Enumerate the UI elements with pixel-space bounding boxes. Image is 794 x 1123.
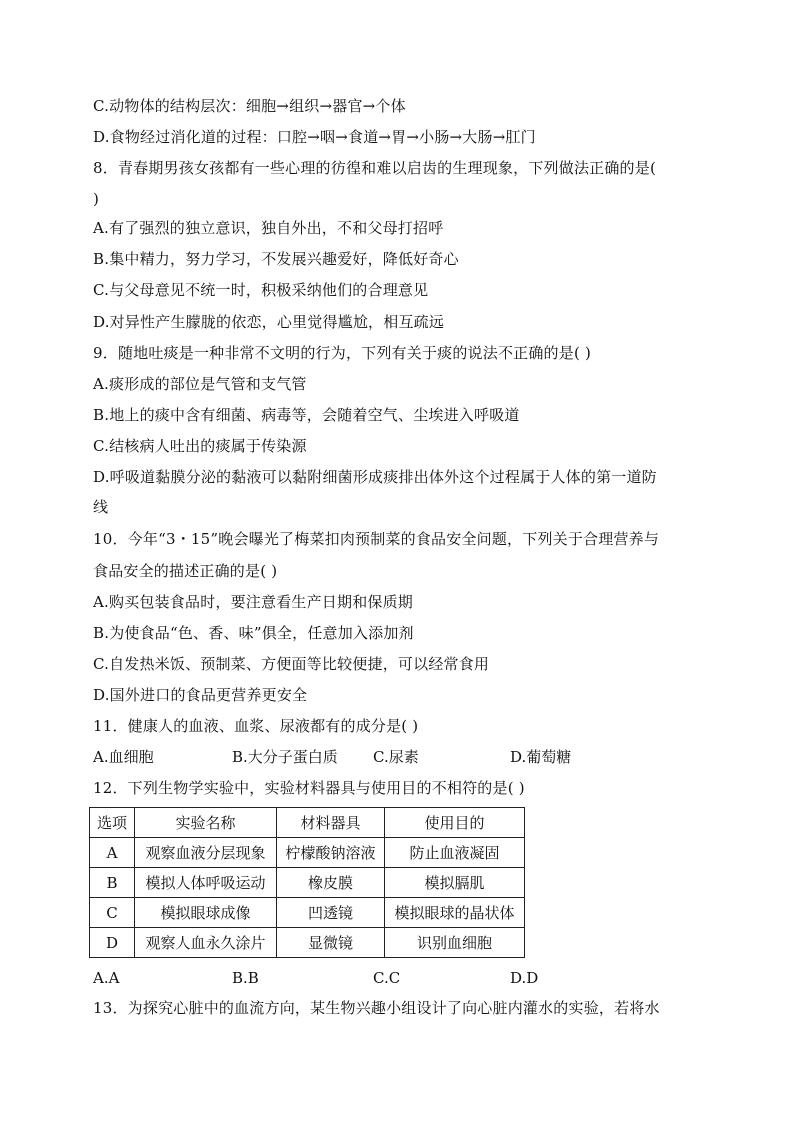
table-row <box>90 838 525 868</box>
table-header-cell: 实验名称 <box>135 808 277 838</box>
question-11-stem: 11．健康人的血液、血浆、尿液都有的成分是( ) <box>93 717 419 735</box>
table-header-row <box>90 808 525 838</box>
question-12-option-b: B.B <box>232 969 259 987</box>
table-cell: 模拟眼球的晶状体 <box>385 898 525 928</box>
table-header-cell: 选项 <box>90 808 135 838</box>
table-cell: A <box>90 838 135 868</box>
table-cell: 模拟人体呼吸运动 <box>135 868 277 898</box>
question-10-option-a: A.购买包装食品时，要注意看生产日期和保质期 <box>93 593 414 611</box>
table-cell: D <box>90 928 135 958</box>
table-cell: 识别血细胞 <box>385 928 525 958</box>
question-10-option-c: C.自发热米饭、预制菜、方便面等比较便捷，可以经常食用 <box>93 655 490 673</box>
question-7-option-d: D.食物经过消化道的过程：口腔→咽→食道→胃→小肠→大肠→肛门 <box>93 128 536 146</box>
question-7-option-c: C.动物体的结构层次：细胞→组织→器官→个体 <box>93 97 406 115</box>
question-9-option-d: D.呼吸道黏膜分泌的黏液可以黏附细菌形成痰排出体外这个过程属于人体的第一道防 <box>93 468 657 486</box>
question-9-option-d-cont: 线 <box>93 498 109 516</box>
question-11-option-d: D.葡萄糖 <box>510 748 572 766</box>
question-13-stem: 13．为探究心脏中的血流方向，某生物兴趣小组设计了向心脏内灌水的实验，若将水 <box>93 999 660 1017</box>
question-12-option-c: C.C <box>373 969 401 987</box>
table-row <box>90 868 525 898</box>
table-header-cell: 材料器具 <box>277 808 385 838</box>
table-cell: 观察血液分层现象 <box>135 838 277 868</box>
question-8-option-d: D.对异性产生朦胧的依恋，心里觉得尴尬，相互疏远 <box>93 313 445 331</box>
table-cell: 防止血液凝固 <box>385 838 525 868</box>
question-12-stem: 12．下列生物学实验中，实验材料器具与使用目的不相符的是( ) <box>93 779 525 797</box>
table-cell: B <box>90 868 135 898</box>
question-8-option-a: A.有了强烈的独立意识，独自外出，不和父母打招呼 <box>93 219 444 237</box>
question-9-option-c: C.结核病人吐出的痰属于传染源 <box>93 437 307 455</box>
table-row <box>90 898 525 928</box>
question-11-option-a: A.血细胞 <box>93 748 154 766</box>
question-9-option-b: B.地上的痰中含有细菌、病毒等，会随着空气、尘埃进入呼吸道 <box>93 406 520 424</box>
table-cell: 观察人血永久涂片 <box>135 928 277 958</box>
table-row <box>90 928 525 958</box>
question-11-option-b: B.大分子蛋白质 <box>232 748 338 766</box>
question-8-option-c: C.与父母意见不统一时，积极采纳他们的合理意见 <box>93 281 429 299</box>
table-cell: 模拟膈肌 <box>385 868 525 898</box>
question-9-option-a: A.痰形成的部位是气管和支气管 <box>93 375 307 393</box>
question-10-option-d: D.国外进口的食品更营养更安全 <box>93 686 308 704</box>
question-10-option-b: B.为使食品“色、香、味”俱全，任意加入添加剂 <box>93 624 414 642</box>
question-8-stem-cont: ) <box>93 190 100 208</box>
table-cell: 凹透镜 <box>277 898 385 928</box>
question-8-option-b: B.集中精力，努力学习，不发展兴趣爱好，降低好奇心 <box>93 250 459 268</box>
table-cell: 橡皮膜 <box>277 868 385 898</box>
question-12-option-a: A.A <box>93 969 120 987</box>
question-8-stem: 8．青春期男孩女孩都有一些心理的彷徨和难以启齿的生理现象，下列做法正确的是( <box>93 159 656 177</box>
table-cell: 模拟眼球成像 <box>135 898 277 928</box>
question-12-option-d: D.D <box>510 969 539 987</box>
table-header-cell: 使用目的 <box>385 808 525 838</box>
question-11-option-c: C.尿素 <box>373 748 419 766</box>
table-cell: 显微镜 <box>277 928 385 958</box>
table-cell: C <box>90 898 135 928</box>
experiment-table <box>89 807 525 958</box>
question-10-stem: 10．今年“3・15”晚会曝光了梅菜扣肉预制菜的食品安全问题，下列关于合理营养与 <box>93 530 660 548</box>
question-9-stem: 9．随地吐痰是一种非常不文明的行为，下列有关于痰的说法不正确的是( ) <box>93 344 592 362</box>
table-cell: 柠檬酸钠溶液 <box>277 838 385 868</box>
question-10-stem-cont: 食品安全的描述正确的是( ) <box>93 562 278 580</box>
